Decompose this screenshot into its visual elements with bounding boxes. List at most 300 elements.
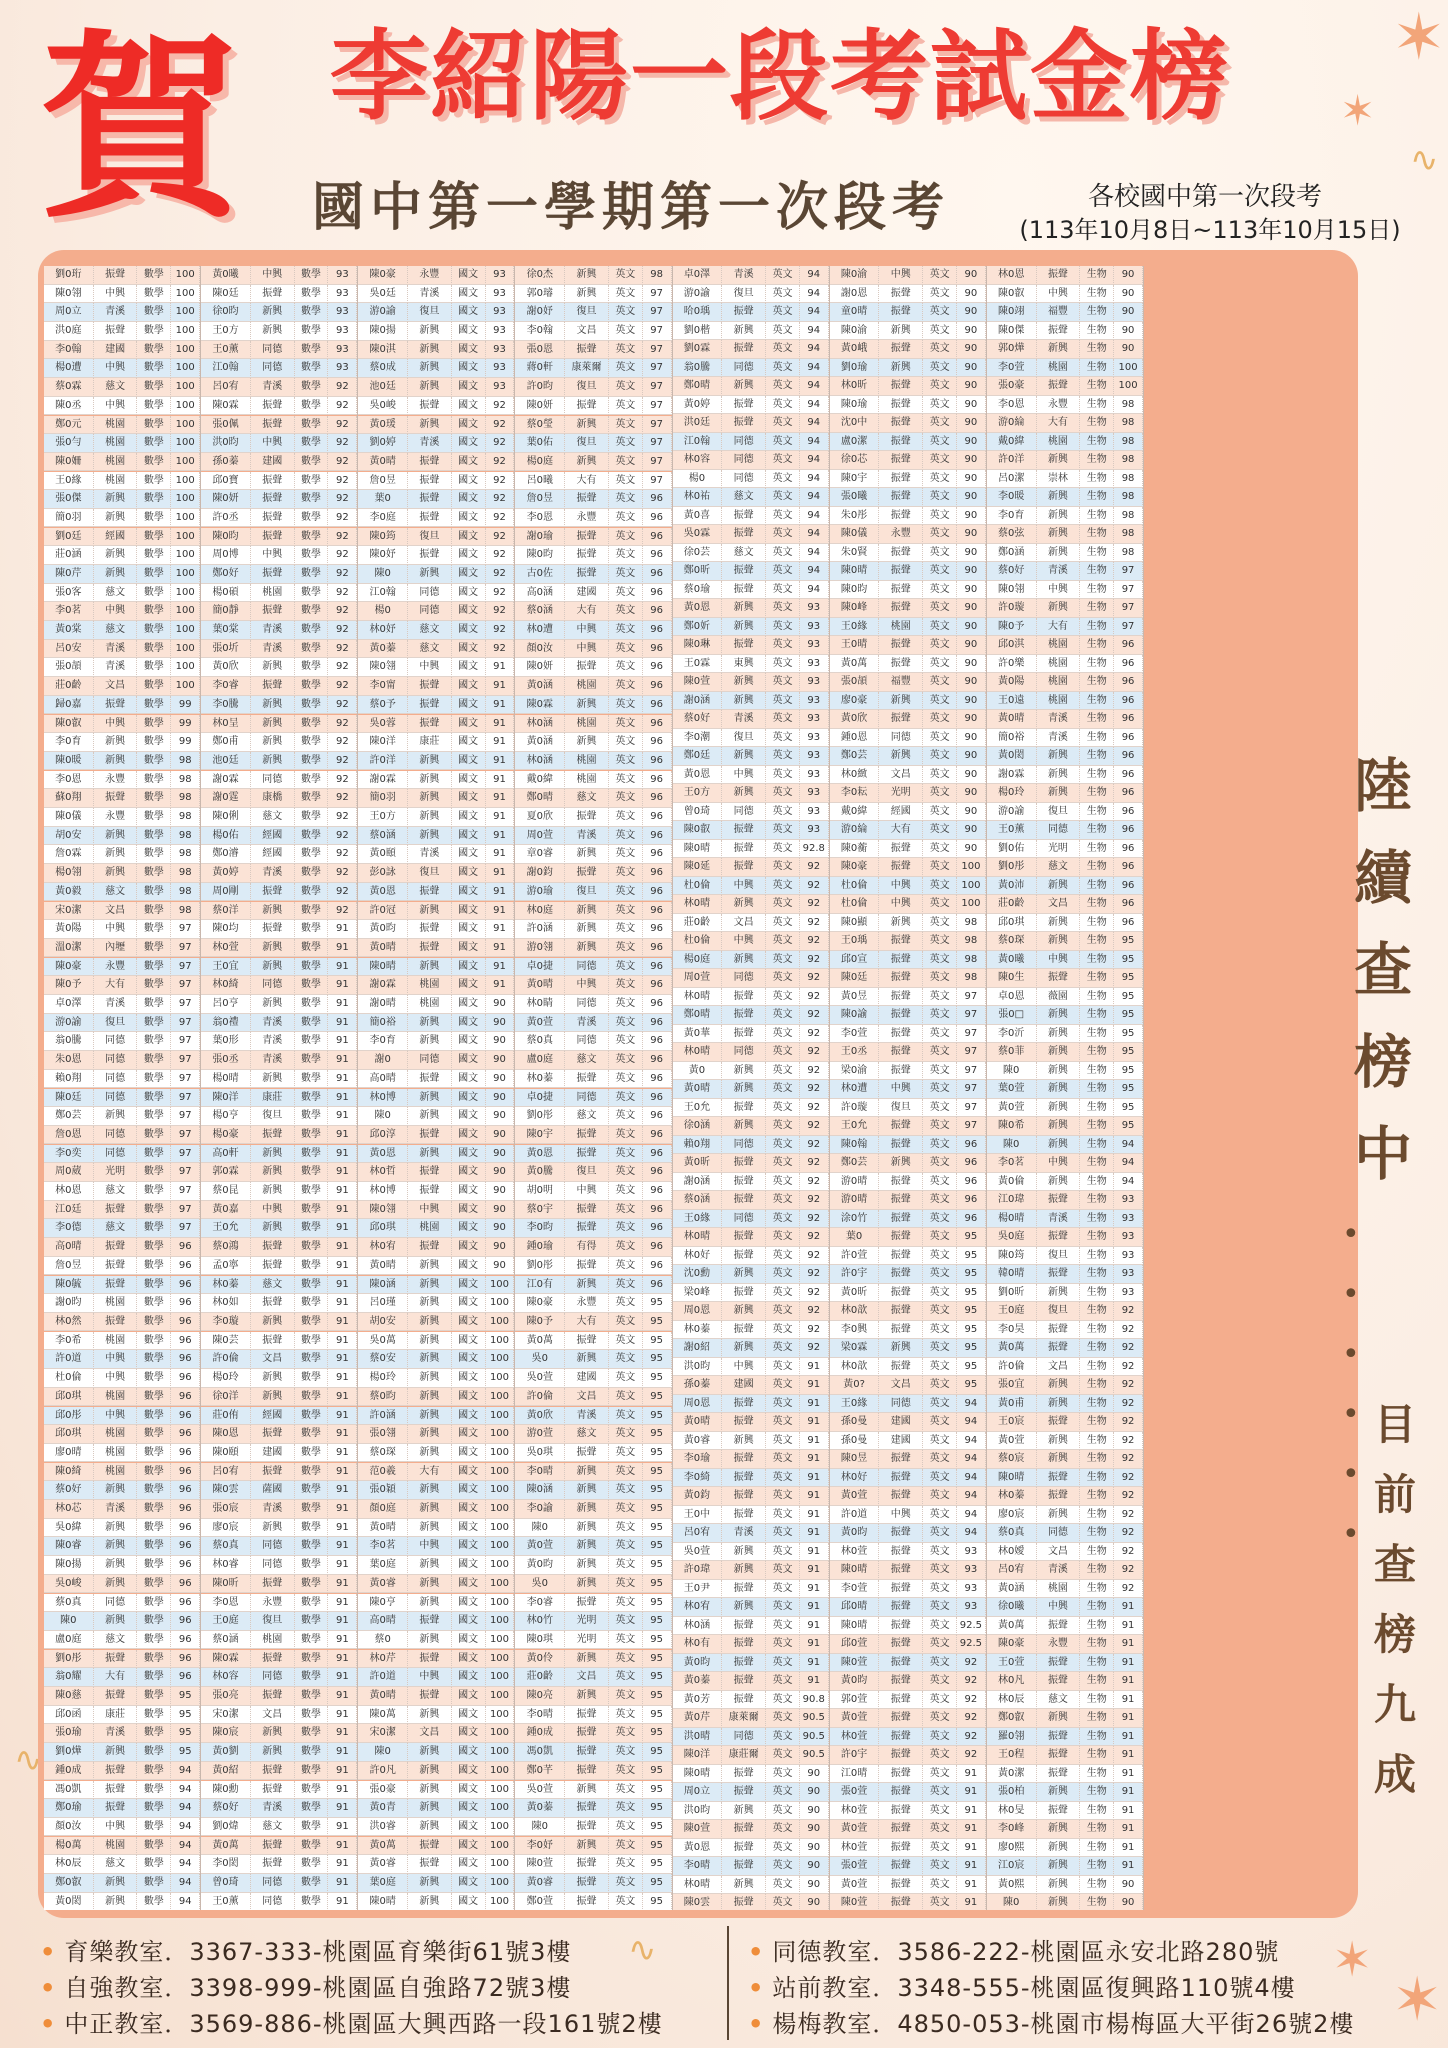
- school-name: 振聲: [722, 1247, 766, 1266]
- school-name: 振聲: [722, 1894, 766, 1910]
- score: 95: [643, 1612, 672, 1631]
- subject-name: 英文: [609, 1425, 643, 1444]
- school-name: 振聲: [408, 939, 452, 958]
- school-name: 桃園: [94, 1294, 138, 1313]
- school-name: 振聲: [722, 1395, 766, 1414]
- student-name: 黃0紹: [201, 1762, 251, 1781]
- school-name: 振聲: [408, 1837, 452, 1856]
- subject-name: 生物: [1080, 1839, 1114, 1858]
- school-name: 新興: [408, 341, 452, 360]
- student-name: 張0宜: [987, 1376, 1037, 1395]
- score: 97: [171, 1051, 200, 1070]
- student-name: 邱0彤: [44, 1407, 94, 1426]
- score: 95: [643, 1519, 672, 1538]
- student-name: 李0潮: [673, 729, 723, 748]
- student-name: 哈0瑀: [673, 303, 723, 322]
- score: 97: [1114, 618, 1143, 637]
- subject-name: 生物: [1080, 1339, 1114, 1358]
- subject-name: 數學: [137, 565, 171, 584]
- student-name: 胡0明: [515, 1182, 565, 1201]
- subject-name: 數學: [295, 995, 329, 1014]
- school-name: 振聲: [1037, 1265, 1081, 1284]
- school-name: 振聲: [879, 581, 923, 600]
- school-name: 振聲: [879, 1025, 923, 1044]
- student-name: 陳0琪: [515, 1631, 565, 1650]
- score: 90: [957, 784, 986, 803]
- subject-name: 英文: [609, 1687, 643, 1706]
- school-name: 振聲: [565, 490, 609, 509]
- subject-name: 國文: [452, 1743, 486, 1762]
- subject-name: 英文: [609, 864, 643, 883]
- subject-name: 數學: [137, 1051, 171, 1070]
- school-name: 振聲: [408, 920, 452, 939]
- student-name: 張0丞: [201, 1051, 251, 1070]
- student-name: 李0德: [44, 1219, 94, 1238]
- subject-name: 數學: [137, 827, 171, 846]
- student-name: 陳0: [358, 565, 408, 584]
- student-name: 蔡0洋: [201, 902, 251, 921]
- score: 100: [171, 528, 200, 547]
- score: 90: [486, 1201, 515, 1220]
- subject-name: 數學: [137, 1799, 171, 1818]
- score: 91: [800, 1395, 829, 1414]
- school-name: 振聲: [722, 1765, 766, 1784]
- student-name: 洪0廷: [673, 414, 723, 433]
- school-name: 中興: [722, 766, 766, 785]
- student-name: 卓0恩: [987, 988, 1037, 1007]
- subject-name: 英文: [609, 1724, 643, 1743]
- subject-name: 國文: [452, 1332, 486, 1351]
- score: 90: [957, 433, 986, 452]
- school-name: 復旦: [408, 528, 452, 547]
- score: 97: [171, 976, 200, 995]
- school-name: 中興: [94, 1350, 138, 1369]
- score: 97: [171, 920, 200, 939]
- school-name: 新興: [879, 692, 923, 711]
- student-name: 林0萱: [830, 1802, 880, 1821]
- school-name: 中興: [565, 640, 609, 659]
- subject-name: 英文: [609, 920, 643, 939]
- subject-name: 英文: [609, 752, 643, 771]
- score: 93: [800, 655, 829, 674]
- school-name: 振聲: [722, 858, 766, 877]
- school-name: 新興: [94, 1612, 138, 1631]
- score: 96: [1114, 895, 1143, 914]
- subject-name: 國文: [452, 1537, 486, 1556]
- school-name: 振聲: [408, 1238, 452, 1257]
- subject-name: 國文: [452, 640, 486, 659]
- subject-name: 英文: [923, 322, 957, 341]
- subject-name: 生物: [1080, 1062, 1114, 1081]
- score: 95: [643, 1706, 672, 1725]
- school-name: 桃園: [94, 453, 138, 472]
- score: 96: [171, 1500, 200, 1519]
- school-name: 慈文: [722, 488, 766, 507]
- subject-name: 英文: [923, 507, 957, 526]
- subject-name: 國文: [452, 1556, 486, 1575]
- school-name: 新興: [1037, 1006, 1081, 1025]
- school-name: 新興: [1037, 488, 1081, 507]
- student-name: 楊0晴: [201, 1070, 251, 1089]
- student-name: 楊0庭: [673, 951, 723, 970]
- student-name: 鍾0恩: [830, 729, 880, 748]
- student-name: 林0然: [44, 1313, 94, 1332]
- subject-name: 數學: [137, 303, 171, 322]
- student-name: 鍾0成: [515, 1724, 565, 1743]
- score: 92: [800, 877, 829, 896]
- score: 91: [1114, 1820, 1143, 1839]
- school-name: 新興: [408, 808, 452, 827]
- score: 93: [486, 322, 515, 341]
- subject-name: 生物: [1080, 1672, 1114, 1691]
- school-name: 振聲: [408, 715, 452, 734]
- student-name: 張0穎: [358, 1481, 408, 1500]
- student-name: 周0葳: [44, 1163, 94, 1182]
- subject-name: 英文: [766, 951, 800, 970]
- subject-name: 數學: [295, 1818, 329, 1837]
- student-name: 韓0晴: [987, 1265, 1037, 1284]
- subject-name: 生物: [1080, 1691, 1114, 1710]
- score: 93: [1114, 1210, 1143, 1229]
- school-name: 新興: [251, 1313, 295, 1332]
- school-name: 振聲: [879, 1672, 923, 1691]
- student-name: 游0晴: [830, 1191, 880, 1210]
- subject-name: 數學: [295, 1612, 329, 1631]
- student-name: 簡0靜: [201, 602, 251, 621]
- school-name: 新興: [565, 733, 609, 752]
- score: 96: [643, 1014, 672, 1033]
- subject-name: 英文: [923, 988, 957, 1007]
- score: 97: [643, 397, 672, 416]
- score: 95: [643, 1537, 672, 1556]
- school-name: 振聲: [722, 1413, 766, 1432]
- score: 100: [486, 1500, 515, 1519]
- student-name: 李0瑜: [673, 1450, 723, 1469]
- score: 90.5: [800, 1709, 829, 1728]
- subject-name: 英文: [923, 618, 957, 637]
- subject-name: 國文: [452, 845, 486, 864]
- student-name: 徐0杰: [515, 266, 565, 285]
- score: 95: [171, 1706, 200, 1725]
- subject-name: 英文: [923, 599, 957, 618]
- score: 96: [171, 1463, 200, 1482]
- school-name: 新興: [879, 322, 923, 341]
- subject-name: 生物: [1080, 1487, 1114, 1506]
- subject-name: 英文: [609, 322, 643, 341]
- school-name: 光明: [565, 1631, 609, 1650]
- subject-name: 英文: [923, 1080, 957, 1099]
- subject-name: 英文: [923, 1709, 957, 1728]
- subject-name: 生物: [1080, 710, 1114, 729]
- school-name: 振聲: [251, 1126, 295, 1145]
- school-name: 新興: [565, 1537, 609, 1556]
- school-name: 大有: [565, 602, 609, 621]
- score: 95: [643, 1650, 672, 1669]
- subject-name: 國文: [452, 808, 486, 827]
- school-name: 振聲: [408, 1070, 452, 1089]
- student-name: 張0頡: [44, 658, 94, 677]
- score: 97: [171, 958, 200, 977]
- school-name: 新興: [251, 1163, 295, 1182]
- subject-name: 國文: [452, 1500, 486, 1519]
- student-name: 陳0筠: [987, 1247, 1037, 1266]
- student-name: 許0瑋: [673, 1561, 723, 1580]
- subject-name: 英文: [766, 1265, 800, 1284]
- score: 90: [957, 581, 986, 600]
- subject-name: 數學: [295, 359, 329, 378]
- student-name: 馮0凱: [515, 1743, 565, 1762]
- subject-name: 國文: [452, 976, 486, 995]
- score: 95: [957, 1376, 986, 1395]
- student-name: 黃0沛: [987, 877, 1037, 896]
- score: 91: [328, 1032, 357, 1051]
- score: 100: [171, 546, 200, 565]
- school-name: 振聲: [1037, 1654, 1081, 1673]
- school-name: 新興: [722, 1117, 766, 1136]
- score: 91: [328, 1612, 357, 1631]
- subject-name: 數學: [137, 752, 171, 771]
- score: 92: [800, 1099, 829, 1118]
- school-name: 振聲: [722, 1691, 766, 1710]
- student-name: 陳0: [515, 1818, 565, 1837]
- subject-name: 生物: [1080, 969, 1114, 988]
- score: 98: [957, 969, 986, 988]
- school-name: 青溪: [94, 1724, 138, 1743]
- score: 91: [328, 1145, 357, 1164]
- subject-name: 生物: [1080, 988, 1114, 1007]
- school-name: 振聲: [879, 285, 923, 304]
- score: 94: [800, 396, 829, 415]
- subject-name: 英文: [923, 636, 957, 655]
- subject-name: 國文: [452, 1276, 486, 1295]
- school-name: 振聲: [879, 1062, 923, 1081]
- school-name: 新興: [408, 1294, 452, 1313]
- school-name: 大有: [94, 1668, 138, 1687]
- score: 100: [486, 1481, 515, 1500]
- subject-name: 生物: [1080, 1728, 1114, 1747]
- school-name: 中興: [94, 397, 138, 416]
- school-name: 中興: [408, 658, 452, 677]
- student-name: 李0育: [44, 733, 94, 752]
- student-name: 張0曦: [830, 488, 880, 507]
- subject-name: 英文: [766, 1469, 800, 1488]
- school-name: 振聲: [1037, 1321, 1081, 1340]
- student-name: 戴0緯: [830, 803, 880, 822]
- score: 90: [957, 525, 986, 544]
- school-name: 振聲: [565, 1126, 609, 1145]
- score: 92: [957, 1654, 986, 1673]
- school-name: 康莊: [94, 1706, 138, 1725]
- school-name: 振聲: [251, 1238, 295, 1257]
- score: 96: [1114, 821, 1143, 840]
- subject-name: 生物: [1080, 340, 1114, 359]
- score: 100: [171, 453, 200, 472]
- student-name: 陳0: [987, 1062, 1037, 1081]
- student-name: 陳0希: [987, 1117, 1037, 1136]
- school-name: 新興: [722, 784, 766, 803]
- school-name: 新興: [251, 1145, 295, 1164]
- school-name: 新興: [565, 1687, 609, 1706]
- school-name: 新興: [94, 1874, 138, 1893]
- student-name: 林0涵: [515, 752, 565, 771]
- score: 96: [171, 1668, 200, 1687]
- subject-name: 國文: [452, 509, 486, 528]
- subject-name: 國文: [452, 789, 486, 808]
- subject-name: 英文: [766, 1302, 800, 1321]
- school-name: 新興: [1037, 766, 1081, 785]
- school-name: 中興: [722, 1358, 766, 1377]
- score: 96: [957, 1210, 986, 1229]
- student-name: 鄭0昕: [673, 562, 723, 581]
- subject-name: 數學: [295, 771, 329, 790]
- student-name: 蔡0琛: [987, 932, 1037, 951]
- score: 91: [328, 1743, 357, 1762]
- school-name: 新興: [408, 1032, 452, 1051]
- subject-name: 數學: [295, 602, 329, 621]
- student-name: 廖0豪: [830, 692, 880, 711]
- score: 98: [1114, 451, 1143, 470]
- student-name: 林0蓁: [673, 1321, 723, 1340]
- school-name: 振聲: [722, 525, 766, 544]
- score: 91: [486, 733, 515, 752]
- subject-name: 數學: [137, 1313, 171, 1332]
- student-name: 許0倫: [201, 1350, 251, 1369]
- score: 96: [1114, 729, 1143, 748]
- score: 95: [643, 1313, 672, 1332]
- school-name: 振聲: [722, 1506, 766, 1525]
- school-name: 新興: [408, 1407, 452, 1426]
- student-name: 盧0潔: [830, 433, 880, 452]
- school-name: 新興: [1037, 1783, 1081, 1802]
- subject-name: 英文: [923, 433, 957, 452]
- subject-name: 國文: [452, 920, 486, 939]
- score: 92: [328, 528, 357, 547]
- student-name: 林0歆: [830, 1302, 880, 1321]
- subject-name: 國文: [452, 1874, 486, 1893]
- school-name: 中興: [94, 1818, 138, 1837]
- student-name: 楊0遭: [44, 359, 94, 378]
- student-name: 陳0翎: [358, 1201, 408, 1220]
- student-name: 蔡0安: [358, 1350, 408, 1369]
- school-name: 振聲: [408, 1650, 452, 1669]
- subject-name: 生物: [1080, 1543, 1114, 1562]
- score: 96: [171, 1294, 200, 1313]
- subject-name: 英文: [766, 1876, 800, 1895]
- school-name: 文昌: [94, 902, 138, 921]
- subject-name: 數學: [295, 1743, 329, 1762]
- subject-name: 數學: [137, 602, 171, 621]
- score: 91: [800, 1450, 829, 1469]
- subject-name: 英文: [609, 696, 643, 715]
- subject-name: 英文: [609, 378, 643, 397]
- student-name: 蔡0真: [515, 1032, 565, 1051]
- subject-name: 英文: [609, 528, 643, 547]
- score: 96: [1114, 710, 1143, 729]
- school-name: 新興: [722, 618, 766, 637]
- student-name: 陳0睿: [44, 1537, 94, 1556]
- student-name: 鄭0好: [201, 565, 251, 584]
- location-text: 同德教室．3586-222-桃園區永安北路280號: [772, 1938, 1280, 1966]
- student-name: 廖0熙: [987, 1839, 1037, 1858]
- subject-name: 英文: [766, 803, 800, 822]
- subject-name: 數學: [137, 621, 171, 640]
- subject-name: 國文: [452, 677, 486, 696]
- subject-name: 數學: [137, 359, 171, 378]
- score: 91: [328, 1724, 357, 1743]
- school-name: 振聲: [879, 377, 923, 396]
- subject-name: 英文: [766, 1524, 800, 1543]
- school-name: 青溪: [94, 1500, 138, 1519]
- score: 90: [486, 1014, 515, 1033]
- school-name: 青溪: [408, 845, 452, 864]
- score: 90: [486, 1126, 515, 1145]
- student-name: 蔡0鴻: [201, 1238, 251, 1257]
- school-name: 新興: [722, 747, 766, 766]
- student-name: 劉0楷: [673, 322, 723, 341]
- school-name: 振聲: [879, 1857, 923, 1876]
- score: 90: [957, 840, 986, 859]
- school-name: 新興: [94, 565, 138, 584]
- student-name: 黃0晴: [673, 1080, 723, 1099]
- student-name: 吳0庭: [987, 1228, 1037, 1247]
- score: 92: [800, 1228, 829, 1247]
- student-name: 朱0彤: [830, 507, 880, 526]
- student-name: 江0晴: [830, 1765, 880, 1784]
- school-name: 建國: [722, 1376, 766, 1395]
- school-name: 建國: [565, 1369, 609, 1388]
- school-name: 青溪: [722, 266, 766, 285]
- school-name: 新興: [408, 1444, 452, 1463]
- score: 90: [957, 451, 986, 470]
- school-name: 振聲: [722, 1617, 766, 1636]
- student-name: 謝0霆: [201, 789, 251, 808]
- score: 96: [643, 1070, 672, 1089]
- school-name: 建國: [879, 1432, 923, 1451]
- subject-name: 英文: [609, 1837, 643, 1856]
- score: 97: [171, 939, 200, 958]
- score: 92: [486, 546, 515, 565]
- subject-name: 數學: [295, 1201, 329, 1220]
- score: 98: [643, 266, 672, 285]
- school-name: 振聲: [565, 1799, 609, 1818]
- score: 91: [800, 1543, 829, 1562]
- student-name: 黃0棠: [44, 621, 94, 640]
- location-line: [748, 2006, 1354, 2042]
- school-name: 振聲: [565, 528, 609, 547]
- school-name: 同德: [251, 359, 295, 378]
- school-name: 復旦: [1037, 803, 1081, 822]
- student-name: 王0庭: [987, 1302, 1037, 1321]
- student-name: 鄭0晴: [673, 1006, 723, 1025]
- school-name: 振聲: [94, 1201, 138, 1220]
- student-name: 李0翰: [44, 341, 94, 360]
- subject-name: 英文: [609, 1219, 643, 1238]
- school-name: 振聲: [251, 416, 295, 435]
- school-name: 振聲: [251, 1837, 295, 1856]
- school-name: 振聲: [722, 562, 766, 581]
- student-name: 陳0翎: [358, 658, 408, 677]
- student-name: 陳0昱: [830, 1450, 880, 1469]
- subject-name: 數學: [295, 1163, 329, 1182]
- subject-name: 國文: [452, 958, 486, 977]
- subject-name: 生物: [1080, 1228, 1114, 1247]
- school-name: 新興: [722, 951, 766, 970]
- school-name: 振聲: [565, 1874, 609, 1893]
- score: 93: [800, 821, 829, 840]
- student-name: 陳0妍: [515, 397, 565, 416]
- subject-name: 國文: [452, 565, 486, 584]
- student-name: 陳0傑: [987, 322, 1037, 341]
